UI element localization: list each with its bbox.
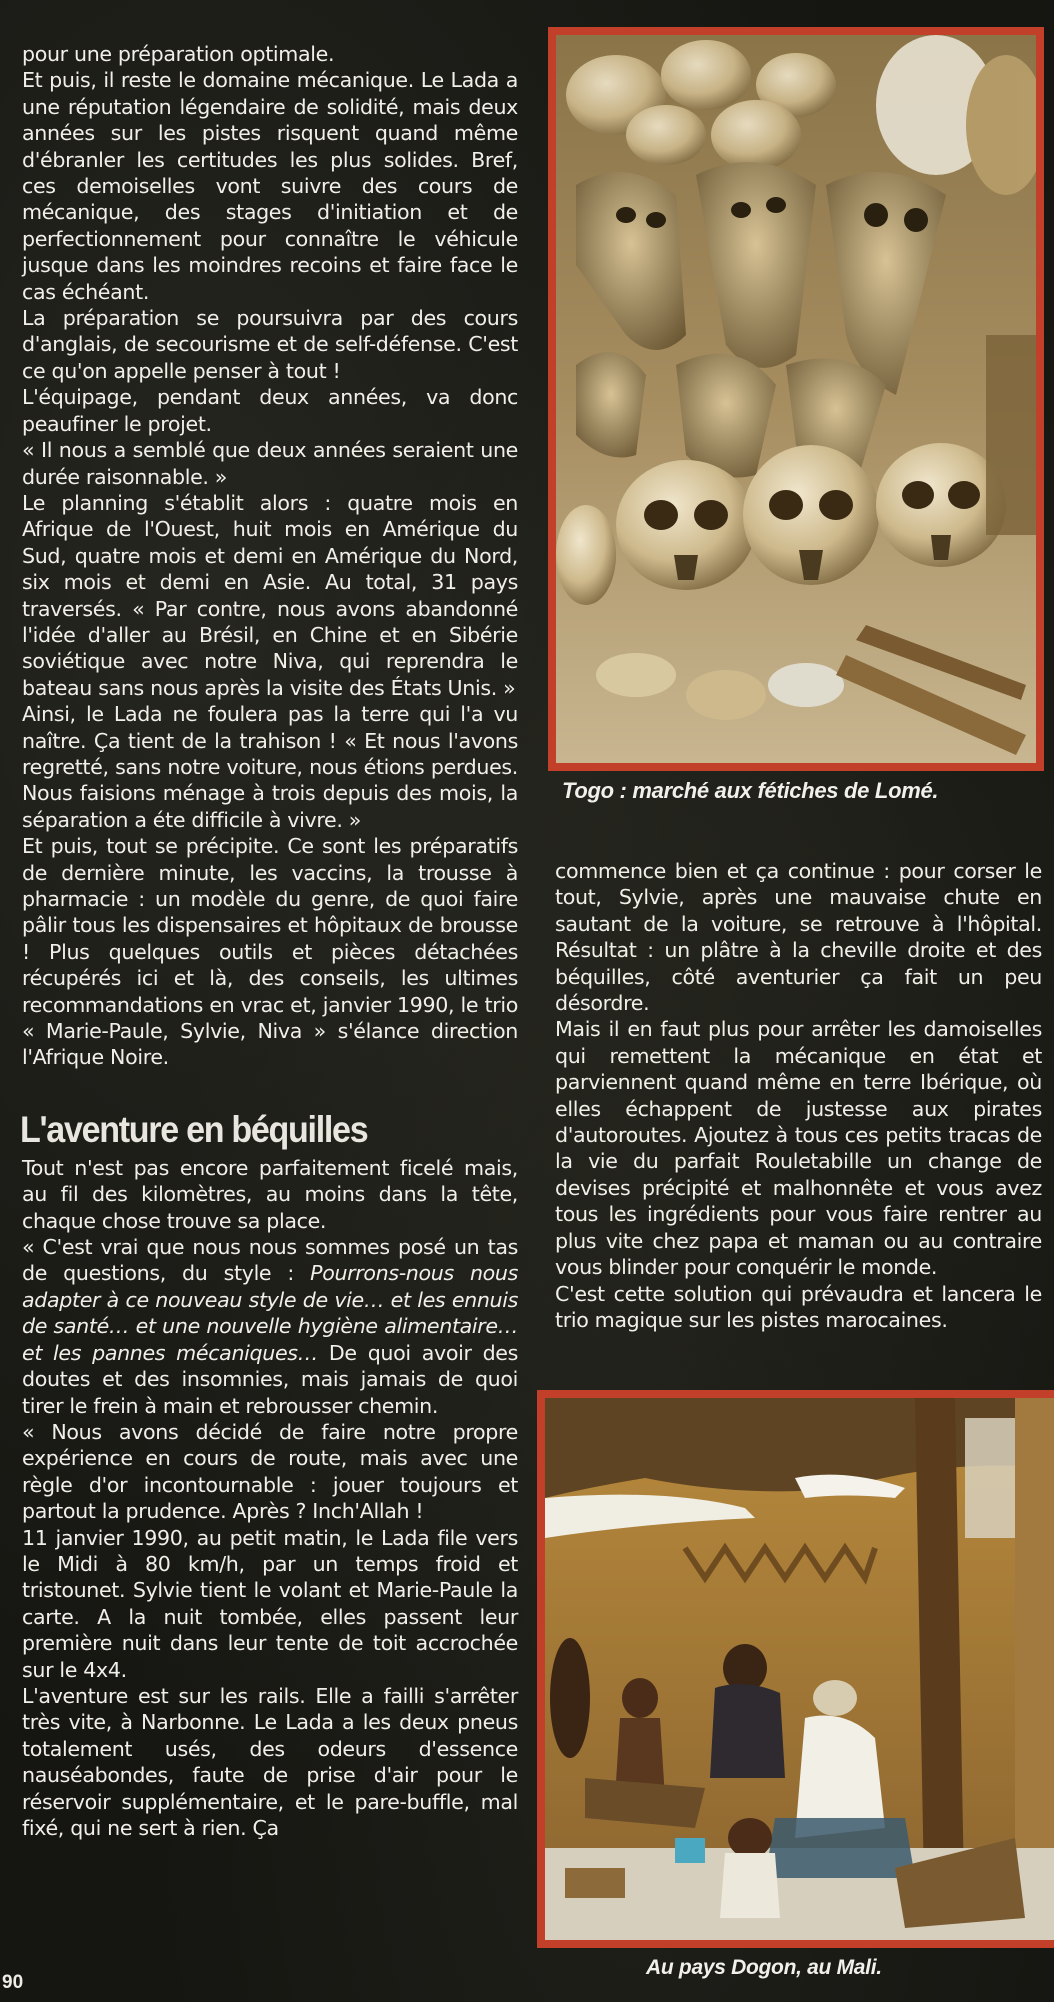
paragraph: L'équipage, pendant deux années, va donc peaufiner le projet.: [22, 385, 518, 436]
photo-dogon-village: [537, 1390, 1054, 1948]
left-text-column: [22, 41, 518, 1841]
photo-caption: Au pays Dogon, au Mali.: [646, 1956, 882, 1979]
paragraph: Et puis, tout se précipite. Ce sont les préparatifs de dernière minute, les vaccins, la trousse à pharmacie : un modèle du genre, de quoi faire pâlir tous les dispensaires et hôpitaux de brousse ! Plus quelques outils et pièces détachées récupérés ici et là, des conseils, les ultimes recommandations en vrac et, janvier 1990, le trio « Marie-Paule, Sylvie, Niva » s'élance direction l'Afrique Noire.: [22, 834, 518, 1070]
paragraph: pour une préparation optimale.: [22, 42, 335, 66]
paragraph: « Il nous a semblé que deux années seraient une durée raisonnable. »: [22, 438, 518, 489]
quote-start: « C'est vrai que nous nous sommes posé un tas de questions, du style :: [22, 1235, 518, 1286]
photo-caption: Togo : marché aux fétiches de Lomé.: [562, 778, 939, 803]
paragraph: C'est cette solution qui prévaudra et lancera le trio magique sur les pistes marocaines.: [555, 1281, 1042, 1332]
paragraph: Le planning s'établit alors : quatre mois en Afrique de l'Ouest, huit mois en Amérique du Sud, quatre mois et demi en Amérique du Nord, six mois et demi en Asie. Au total, 31 pays traversés. « Par contre, nous avons abandonné l'idée d'aller au Brésil, en Chine et en Sibérie soviétique avec notre Niva, qui reprendra le bateau sans nous après la visite des États Unis. »: [22, 490, 518, 700]
paragraph: Ainsi, le Lada ne foulera pas la terre qui l'a vu naître. Ça tient de la trahison ! « Et nous l'avons regretté, sans notre voiture, nous étions perdues. Nous faisions ménage à trois depuis des mois, la séparation a éte difficile à vivre. »: [22, 702, 518, 832]
paragraph: L'aventure est sur les rails. Elle a failli s'arrêter très vite, à Narbonne. Le Lada a les deux pneus totalement usés, des odeurs d'essence nauséabondes, faute de prise d'air pour le réservoir supplémentaire, et le pare-buffle, mal fixé, qui ne sert à rien. Ça: [22, 1683, 518, 1840]
italic-quote: Pourrons-nous nous adapter à ce nouveau style de vie… et les ennuis de santé… et une nouvelle hygiène alimentaire… et les pannes mécaniques…: [22, 1261, 518, 1365]
section-heading: L'aventure en béquilles: [20, 1108, 368, 1150]
fetish-market-image: [556, 35, 1036, 763]
dogon-village-image: [545, 1398, 1054, 1940]
right-text-column: [555, 858, 1042, 1333]
paragraph: « Nous avons décidé de faire notre propre expérience en cours de route, mais avec une règle d'or incontournable : jouer toujours et partout la prudence. Après ? Inch'Allah !: [22, 1419, 518, 1524]
photo-fetish-market: [548, 27, 1044, 771]
page-number: 90: [2, 1972, 24, 1993]
paragraph: Tout n'est pas encore parfaitement ficelé mais, au fil des kilomètres, au moins dans la tête, chaque chose trouve sa place.: [22, 1155, 518, 1233]
paragraph: 11 janvier 1990, au petit matin, le Lada file vers le Midi à 80 km/h, par un temps froid et tristounet. Sylvie tient le volant et Marie-Paule la carte. A la nuit tombée, elles passent leur première nuit dans leur tente de toit accrochée sur le 4x4.: [22, 1525, 518, 1682]
paragraph: [22, 1234, 518, 1419]
paragraph: Mais il en faut plus pour arrêter les damoiselles qui remettent la mécanique en état et parviennent quand même en terre Ibérique, où elles échappent de justesse aux pirates d'autoroutes. Ajoutez à tous ces petits tracas de la vie du parfait Rouletabille un change de devises précipité et malhonnête et vous avez tous les ingrédients pour vous faire rentrer au plus vite chez papa et maman ou au contraire vous blinder pour conquérir le monde.: [555, 1017, 1042, 1280]
paragraph: commence bien et ça continue : pour corser le tout, Sylvie, après une mauvaise chute en sautant de la voiture, se retrouve à l'hôpital. Résultat : un plâtre à la cheville droite et des béquilles, côté aventurier ça fait un peu désordre.: [555, 859, 1042, 1016]
quote-end: De quoi avoir des doutes et des insomnies, mais jamais de quoi tirer le frein à main et rebrousser chemin.: [22, 1340, 519, 1418]
paragraph: La préparation se poursuivra par des cours d'anglais, de secourisme et de self-défense. C'est ce qu'on appelle penser à tout !: [22, 306, 518, 383]
paragraph: Et puis, il reste le domaine mécanique. Le Lada a une réputation légendaire de solidité, mais deux années sur les pistes risquent quand même d'ébranler les certitudes les plus solides. Bref, ces demoiselles vont suivre des cours de mécanique, des stages d'initiation et de perfectionnement pour connaître le véhicule jusque dans les moindres recoins et faire face le cas échéant.: [22, 68, 518, 304]
